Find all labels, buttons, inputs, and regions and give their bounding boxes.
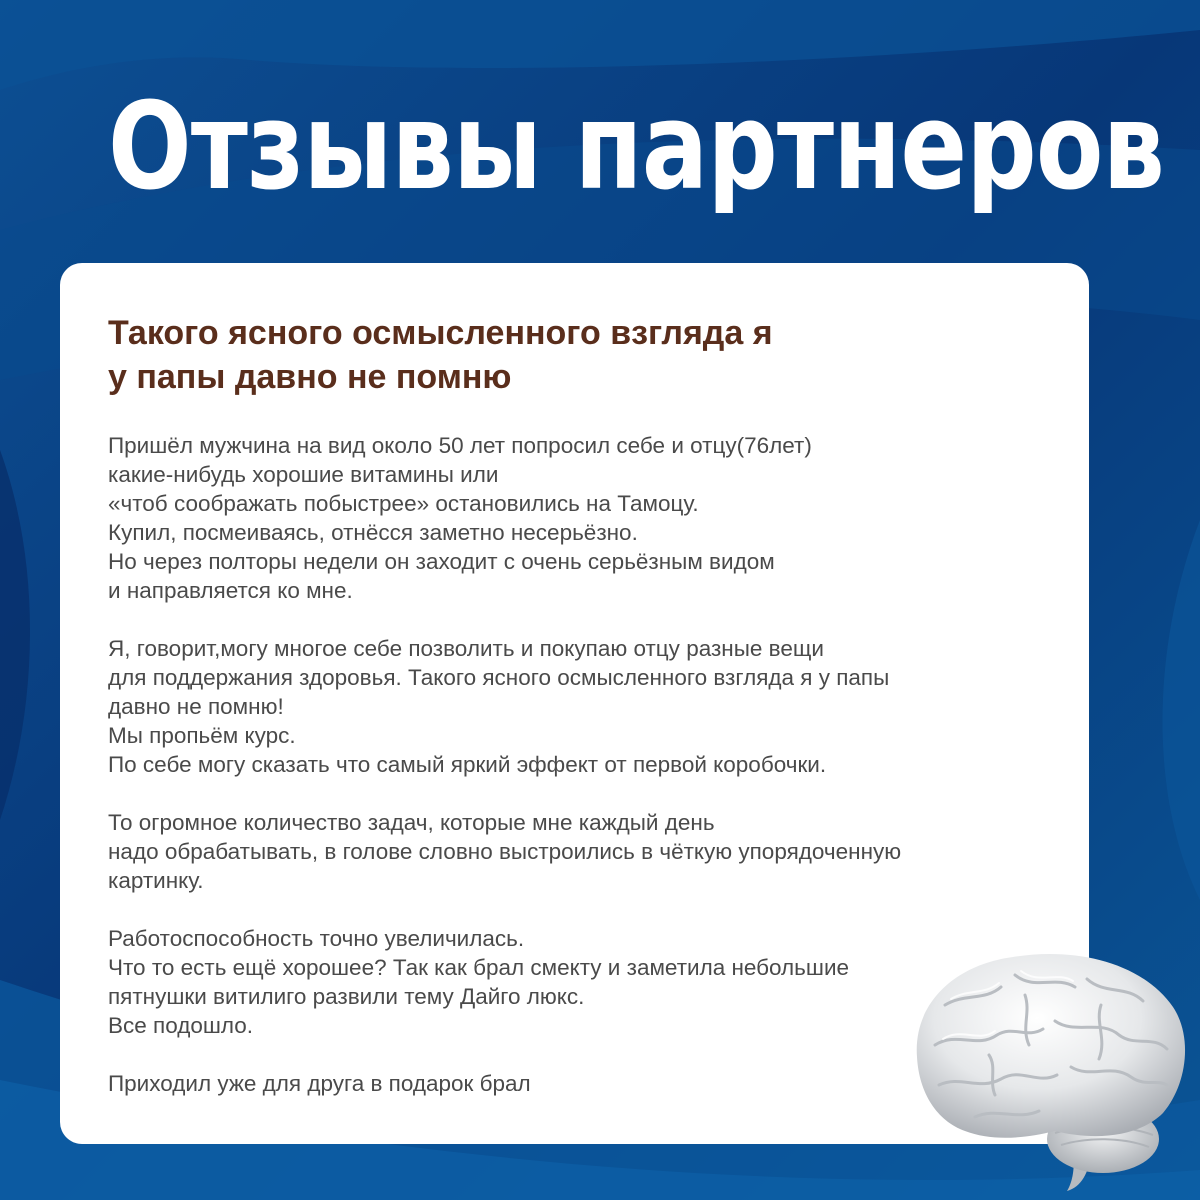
page-headline: Отзывы партнеров [108,78,1165,217]
review-paragraph [108,808,1068,895]
review-paragraph [108,431,1068,605]
review-line: картинку. [108,868,204,893]
brain-illustration [905,935,1195,1195]
review-line: Купил, посмеиваясь, отнёсся заметно несерьёзно. [108,520,638,545]
review-title-line: у папы давно не помню [108,358,512,396]
review-line: Работоспособность точно увеличилась. [108,926,525,951]
review-line: По себе могу сказать что самый яркий эффект от первой коробочки. [108,752,827,777]
review-line: Все подошло. [108,1013,254,1038]
review-line: Приходил уже для друга в подарок брал [108,1071,531,1096]
review-line: Но через полторы недели он заходит с очень серьёзным видом [108,549,775,574]
review-title [108,311,1008,399]
review-line: какие-нибудь хорошие витамины или [108,462,499,487]
review-title-line: Такого ясного осмысленного взгляда я [108,314,773,352]
review-line: надо обрабатывать, в голове словно выстроились в чёткую упорядоченную [108,839,902,864]
review-line: давно не помню! [108,694,284,719]
review-paragraph [108,634,1068,779]
review-line: Что то есть ещё хорошее? Так как брал смекту и заметила небольшие [108,955,850,980]
review-line: Пришёл мужчина на вид около 50 лет попросил себе и отцу(76лет) [108,433,812,458]
review-line: Я, говорит,могу многое себе позволить и покупаю отцу разные вещи [108,636,824,661]
review-line: Мы пропьём курс. [108,723,296,748]
review-line: для поддержания здоровья. Такого ясного осмысленного взгляда я у папы [108,665,890,690]
review-line: пятнушки витилиго развили тему Дайго люкс. [108,984,585,1009]
review-line: То огромное количество задач, которые мне каждый день [108,810,715,835]
review-line: и направляется ко мне. [108,578,353,603]
review-line: «чтоб соображать побыстрее» остановились на Тамоцу. [108,491,699,516]
